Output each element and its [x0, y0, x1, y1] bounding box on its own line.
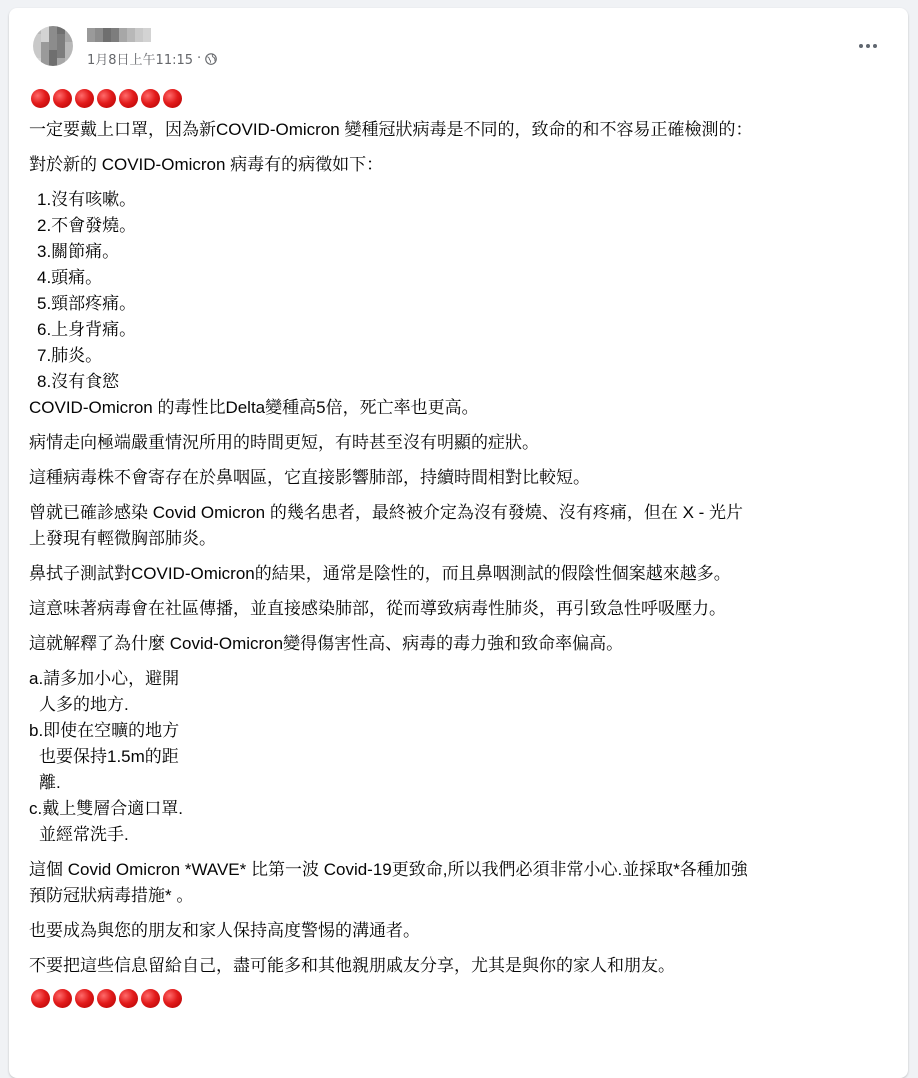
paragraph: 對於新的 COVID-Omicron 病毒有的病徵如下：	[29, 155, 384, 174]
paragraph: 鼻拭子測試對COVID-Omicron的結果，通常是陰性的，而且鼻咽測試的假陰性個案越來越多。	[29, 564, 731, 583]
red-circle-icon	[163, 989, 182, 1008]
red-dots-bottom	[31, 988, 897, 1008]
paragraph: 這個 Covid Omicron *WAVE* 比第一波 Covid-19更致命,所以我們必須非常小心.並採取*各種加強	[29, 860, 748, 879]
paragraph: 這意味著病毒會在社區傳播，並直接感染肺部，從而導致病毒性肺炎，再引致急性呼吸壓力。	[29, 599, 726, 618]
post-meta	[87, 49, 217, 68]
paragraph: 病情走向極端嚴重情況所用的時間更短，有時甚至沒有明顯的症狀。	[29, 433, 539, 452]
post-timestamp[interactable]: 1月8日上午11:15	[87, 53, 194, 68]
list-item: 人多的地方.	[39, 695, 129, 714]
list-item: a.請多加小心，避開	[29, 669, 180, 688]
paragraph: 一定要戴上口罩，因為新COVID-Omicron 變種冠狀病毒是不同的，致命的和不容易正確檢測的：	[29, 120, 753, 139]
post-header	[23, 18, 898, 78]
more-options-icon[interactable]	[854, 36, 882, 56]
avatar[interactable]	[33, 26, 73, 66]
post-body	[29, 88, 897, 1008]
list-item: b.即使在空曠的地方	[29, 721, 180, 740]
list-item: 也要保持1.5m的距	[39, 747, 179, 766]
post-card	[9, 8, 908, 1078]
list-item: 6.上身背痛。	[37, 320, 137, 339]
red-circle-icon	[75, 89, 94, 108]
meta-separator: ·	[197, 51, 202, 66]
red-circle-icon	[119, 89, 138, 108]
list-item: 8.沒有食慾	[37, 372, 120, 391]
red-circle-icon	[97, 989, 116, 1008]
paragraph: 這就解釋了為什麼 Covid-Omicron變得傷害性高、病毒的毒力強和致命率偏高。	[29, 634, 624, 653]
red-circle-icon	[119, 989, 138, 1008]
red-circle-icon	[97, 89, 116, 108]
paragraph: 這種病毒株不會寄存在於鼻咽區，它直接影響肺部，持續時間相對比較短。	[29, 468, 590, 487]
list-item: 3.關節痛。	[37, 242, 120, 261]
red-circle-icon	[31, 89, 50, 108]
author-name[interactable]	[87, 28, 149, 42]
globe-icon	[205, 53, 217, 65]
red-circle-icon	[141, 89, 160, 108]
paragraph: 上發現有輕微胸部肺炎。	[29, 529, 216, 548]
list-item: 2.不會發燒。	[37, 216, 137, 235]
list-item: 7.肺炎。	[37, 346, 103, 365]
red-circle-icon	[75, 989, 94, 1008]
list-item: 1.沒有咳嗽。	[37, 190, 137, 209]
paragraph: 曾就已確診感染 Covid Omicron 的幾名患者，最終被介定為沒有發燒、沒有疼痛，但在 X - 光片	[29, 503, 744, 522]
list-item: 4.頭痛。	[37, 268, 103, 287]
list-item: 離.	[39, 773, 61, 792]
advice-list	[29, 666, 897, 848]
red-circle-icon	[53, 989, 72, 1008]
paragraph: 不要把這些信息留給自己，盡可能多和其他親朋戚友分享，尤其是與你的家人和朋友。	[29, 956, 675, 975]
paragraph: 也要成為與您的朋友和家人保持高度警惕的溝通者。	[29, 921, 420, 940]
paragraph: COVID-Omicron 的毒性比Delta變種高5倍，死亡率也更高。	[29, 398, 479, 417]
list-item: c.戴上雙層合適口罩.	[29, 799, 183, 818]
paragraph: 預防冠狀病毒措施* 。	[29, 886, 194, 905]
red-circle-icon	[141, 989, 160, 1008]
red-dots-top	[31, 88, 897, 108]
symptom-list	[29, 187, 897, 395]
list-item: 5.頸部疼痛。	[37, 294, 137, 313]
list-item: 並經常洗手.	[39, 825, 129, 844]
red-circle-icon	[31, 989, 50, 1008]
red-circle-icon	[163, 89, 182, 108]
red-circle-icon	[53, 89, 72, 108]
